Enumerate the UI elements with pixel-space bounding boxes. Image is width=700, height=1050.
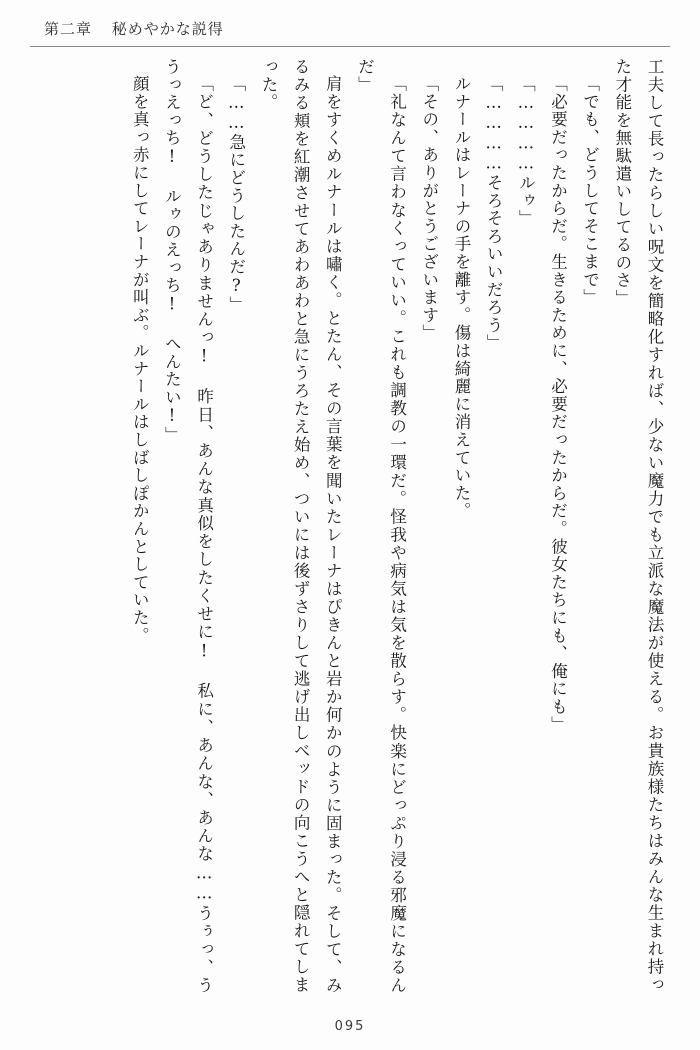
paragraph: 「…………ルゥ」 (516, 74, 536, 227)
page-header (44, 18, 656, 44)
paragraph: 「その、ありがとうございます」 (419, 74, 439, 342)
paragraph: 「……急にどうしたんだ?」 (226, 74, 246, 314)
paragraph: 「でも、どうしてそこまで」 (580, 74, 600, 306)
chapter-number: 第二章 (44, 20, 93, 38)
paragraph: 顔を真っ赤にしてレーナが叫ぶ。ルナールはしばしぽかんとしていた。 (130, 74, 150, 645)
paragraph: 肩をすくめルナールは嘯く。とたん、その言葉を聞いたレーナはぴきんと岩か何かのように固まった。そして、みるみる頬を紅潮させてあわあわと急にうろたえ始め、ついには後ずさりして逃げ出しベッドの向こうへと隠れてしまった。 (258, 58, 343, 994)
paragraph: 工夫して長ったらしい呪文を簡略化すれば、少ない魔力でも立派な魔法が使える。お貴族様たちはみんな生まれ持った才能を無駄遣いしてるのさ」 (612, 58, 664, 994)
page-number: 095 (334, 1019, 366, 1034)
paragraph: ルナールはレーナの手を離す。傷は綺麗に消えていた。 (451, 74, 471, 520)
chapter-title: 秘めやかな説得 (111, 20, 224, 38)
paragraph: 「礼なんて言わなくっていい。これも調教の一環だ。怪我や病気は気を散らす。快楽にどっぷり浸る邪魔になるんだ」 (355, 58, 407, 994)
paragraph: 「ど、どうしたじゃありませんっ! 昨日、あんな真似をしたくせに! 私に、あんな、あんな……うぅっ、ううっえっち! ルゥのえっち! へんたい!」 (162, 58, 214, 994)
paragraph: 「…………そろそろいいだろう」 (484, 74, 504, 352)
paragraph: 「必要だったからだ。生きるために、必要だったからだ。彼女たちにも、俺にも」 (548, 74, 568, 734)
header-divider (30, 46, 670, 47)
body-text (30, 58, 670, 994)
